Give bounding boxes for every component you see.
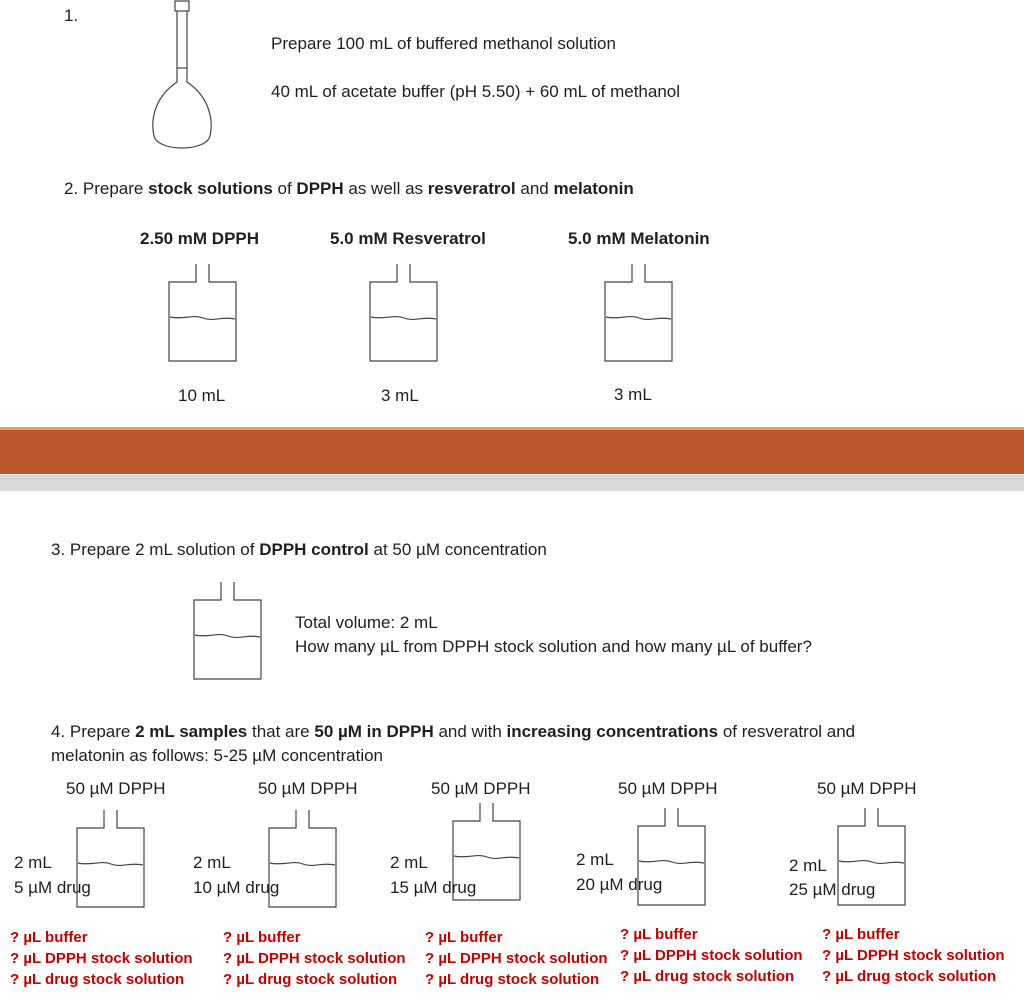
sample-volume: 2 mL bbox=[576, 850, 614, 869]
sample-volume: 2 mL bbox=[193, 853, 231, 872]
step3-question: How many µL from DPPH stock solution and how many µL of buffer? bbox=[295, 637, 812, 656]
banner-shadow bbox=[0, 475, 1024, 491]
beaker-icon bbox=[369, 262, 439, 362]
step4-heading: 4. Prepare 2 mL samples that are 50 µM in DPPH and with increasing concentrations of resveratrol and bbox=[51, 722, 856, 741]
sample-drug: 10 µM drug bbox=[193, 878, 280, 897]
step3-total-volume: Total volume: 2 mL bbox=[295, 613, 438, 632]
sample-header: 50 µM DPPH bbox=[817, 779, 917, 798]
sample-drug: 20 µM drug bbox=[576, 875, 663, 894]
sample-volume: 2 mL bbox=[390, 853, 428, 872]
beaker-icon bbox=[193, 580, 263, 680]
sample-questions: ? µL buffer ? µL DPPH stock solution ? µL drug stock solution bbox=[620, 926, 803, 985]
step1-number: 1. bbox=[64, 6, 79, 25]
sample-questions: ? µL buffer ? µL DPPH stock solution ? µL drug stock solution bbox=[822, 926, 1005, 985]
step3-heading: 3. Prepare 2 mL solution of DPPH control at 50 µM concentration bbox=[51, 540, 547, 559]
sample-drug: 5 µM drug bbox=[14, 878, 91, 897]
stock-volume-resveratrol: 3 mL bbox=[381, 386, 419, 405]
step1-line1: Prepare 100 mL of buffered methanol solution bbox=[271, 34, 616, 53]
sample-drug: 25 µM drug bbox=[789, 880, 876, 899]
sample-questions: ? µL buffer ? µL DPPH stock solution ? µL drug stock solution bbox=[223, 929, 406, 988]
stock-volume-melatonin: 3 mL bbox=[614, 385, 652, 404]
step4-line2: melatonin as follows: 5-25 µM concentration bbox=[51, 746, 384, 765]
beaker-icon bbox=[604, 262, 674, 362]
step2-heading: 2. Prepare stock solutions of DPPH as well as resveratrol and melatonin bbox=[64, 179, 634, 198]
sample-questions: ? µL buffer ? µL DPPH stock solution ? µL drug stock solution bbox=[10, 929, 193, 988]
sample-volume: 2 mL bbox=[789, 856, 827, 875]
stock-volume-dpph: 10 mL bbox=[178, 386, 226, 405]
sample-header: 50 µM DPPH bbox=[431, 779, 531, 798]
stock-label-dpph: 2.50 mM DPPH bbox=[140, 229, 260, 248]
sample-questions: ? µL buffer ? µL DPPH stock solution ? µL drug stock solution bbox=[425, 929, 608, 988]
sample-drug: 15 µM drug bbox=[390, 878, 477, 897]
banner-bar bbox=[0, 430, 1024, 474]
volumetric-flask-icon bbox=[148, 0, 218, 160]
step1-line2: 40 mL of acetate buffer (pH 5.50) + 60 mL of methanol bbox=[271, 82, 681, 101]
stock-label-resveratrol: 5.0 mM Resveratrol bbox=[330, 229, 486, 248]
sample-header: 50 µM DPPH bbox=[66, 779, 166, 798]
sample-header: 50 µM DPPH bbox=[258, 779, 358, 798]
sample-volume: 2 mL bbox=[14, 853, 52, 872]
stock-label-melatonin: 5.0 mM Melatonin bbox=[568, 229, 710, 248]
sample-header: 50 µM DPPH bbox=[618, 779, 718, 798]
beaker-icon bbox=[168, 262, 238, 362]
